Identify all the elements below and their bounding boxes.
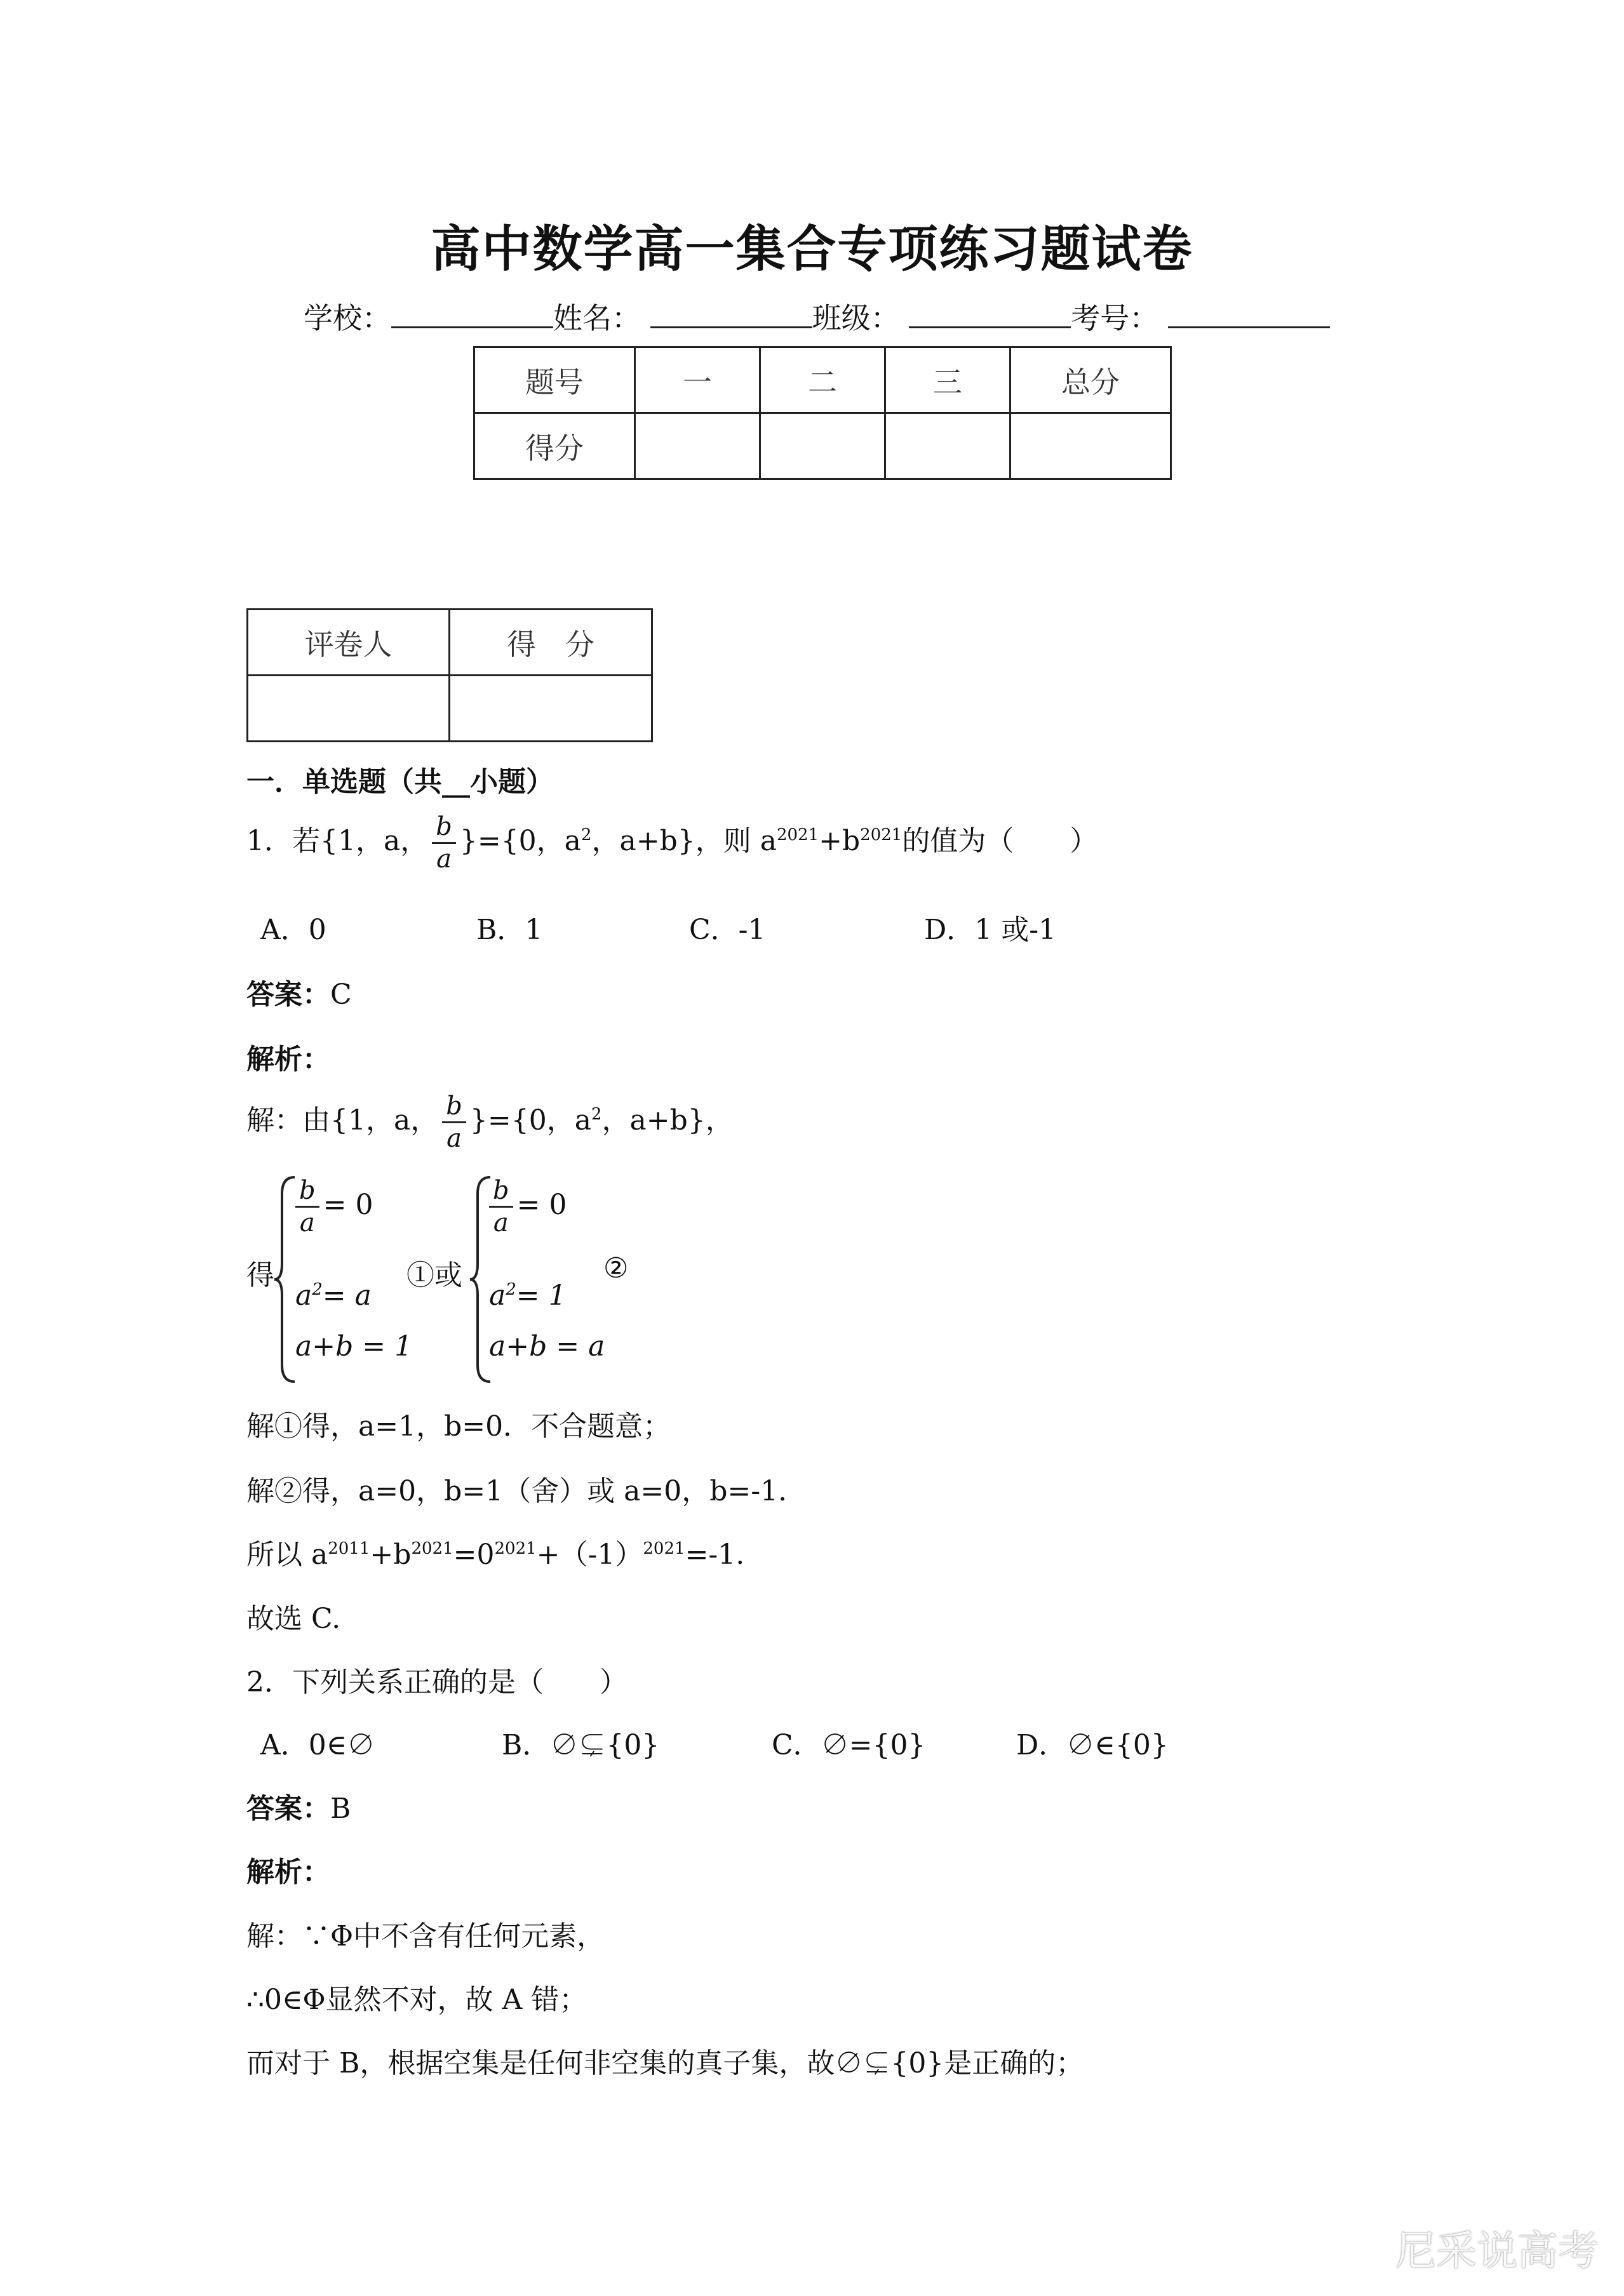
or-label-1: ①或 bbox=[406, 1259, 462, 1292]
q2-answer: 答案：B bbox=[246, 1792, 351, 1825]
circle-label-2: ② bbox=[603, 1252, 629, 1285]
system2-eq1: $\frac{b}{a}$ = 0 bbox=[489, 1178, 567, 1236]
question-1-stem: 1．若{1，a， $\frac{b}{a}$ }={0，$a^2$，a+b}，则 $a^{2021}+b^{2021}$的值为（ ） bbox=[246, 812, 1098, 874]
q1-solution-line: 故选 C. bbox=[246, 1603, 341, 1635]
fraction-b-over-a: $\frac{b}{a}$ bbox=[432, 814, 456, 872]
section-heading: 一．单选题（共__小题） bbox=[246, 766, 554, 798]
grader-cell bbox=[248, 676, 450, 742]
q2-solution-line: 解：∵Φ中不含有任何元素， bbox=[246, 1920, 605, 1952]
system1-eq3: a+b = 1 bbox=[295, 1330, 413, 1363]
q2-option-a: A．0∈∅ bbox=[260, 1729, 375, 1761]
score-header-cell: 三 bbox=[885, 347, 1010, 413]
exam-info-line bbox=[304, 295, 1330, 337]
watermark: 尼采说高考 bbox=[1395, 2228, 1599, 2275]
q1-solution-line: 解②得，a=0，b=1（舍）或 a=0，b=-1. bbox=[246, 1475, 788, 1507]
q1-option-a: A．0 bbox=[260, 914, 326, 946]
q1-solution-line: 所以 $a^{2011}+b^{2021}=0^{2021}+(-1)^{2021}=-1$. bbox=[246, 1538, 745, 1571]
system1-eq1: $\frac{b}{a}$ = 0 bbox=[295, 1178, 373, 1236]
score-table bbox=[473, 346, 1172, 480]
class-blank bbox=[909, 301, 1071, 328]
q1-solution-line: 解：由{1，a， $\frac{b}{a}$ }={0，$a^2$，a+b}， bbox=[246, 1091, 734, 1153]
q2-option-d: D．∅∈{0} bbox=[1016, 1729, 1169, 1761]
score-cell bbox=[635, 413, 760, 479]
number-label: 考号： bbox=[1071, 301, 1159, 335]
question-2-stem: 2．下列关系正确的是（ ） bbox=[246, 1666, 627, 1699]
q2-solution-line: ∴0∈Φ显然不对，故 A 错； bbox=[246, 1984, 587, 2016]
q2-analysis-label: 解析： bbox=[246, 1856, 330, 1888]
q1-option-c: C．-1 bbox=[689, 914, 766, 946]
score-cell bbox=[1010, 413, 1171, 479]
q2-option-b: B．∅⊊{0} bbox=[502, 1729, 660, 1761]
q2-option-c: C．∅={0} bbox=[772, 1729, 926, 1761]
grader-score-cell bbox=[450, 676, 652, 742]
system-label: 得 bbox=[246, 1259, 274, 1292]
grader-header: 评卷人 bbox=[248, 610, 450, 676]
q1-option-b: B．1 bbox=[476, 914, 543, 946]
q1-answer: 答案：C bbox=[246, 978, 352, 1011]
score-header-cell: 总分 bbox=[1010, 347, 1171, 413]
score-cell bbox=[885, 413, 1010, 479]
number-blank bbox=[1168, 301, 1330, 328]
left-brace-1 bbox=[273, 1175, 299, 1384]
system2-eq3: a+b = a bbox=[489, 1330, 605, 1363]
fraction-b-over-a: $\frac{b}{a}$ bbox=[442, 1093, 466, 1151]
school-blank bbox=[391, 301, 553, 328]
q1-analysis-label: 解析： bbox=[246, 1043, 330, 1076]
page-title: 高中数学高一集合专项练习题试卷 bbox=[431, 221, 1193, 278]
score-header-cell: 二 bbox=[760, 347, 885, 413]
system2-eq2: $a^2= 1$ bbox=[489, 1279, 567, 1312]
grader-table bbox=[246, 608, 653, 742]
school-label: 学校： bbox=[304, 301, 391, 335]
score-row-label: 得分 bbox=[474, 413, 635, 479]
class-label: 班级： bbox=[812, 301, 900, 335]
q2-solution-line: 而对于 B，根据空集是任何非空集的真子集，故∅⊊{0}是正确的； bbox=[246, 2047, 1084, 2079]
q1-option-d: D．1 或-1 bbox=[924, 914, 1057, 946]
score-header-cell: 题号 bbox=[474, 347, 635, 413]
system1-eq2: $a^2= a$ bbox=[295, 1279, 372, 1312]
score-cell bbox=[760, 413, 885, 479]
q1-solution-line: 解①得，a=1，b=0．不合题意； bbox=[246, 1410, 671, 1443]
name-label: 姓名： bbox=[553, 301, 641, 335]
score-header-cell: 一 bbox=[635, 347, 760, 413]
name-blank bbox=[650, 301, 812, 328]
score-header: 得 分 bbox=[450, 610, 652, 676]
